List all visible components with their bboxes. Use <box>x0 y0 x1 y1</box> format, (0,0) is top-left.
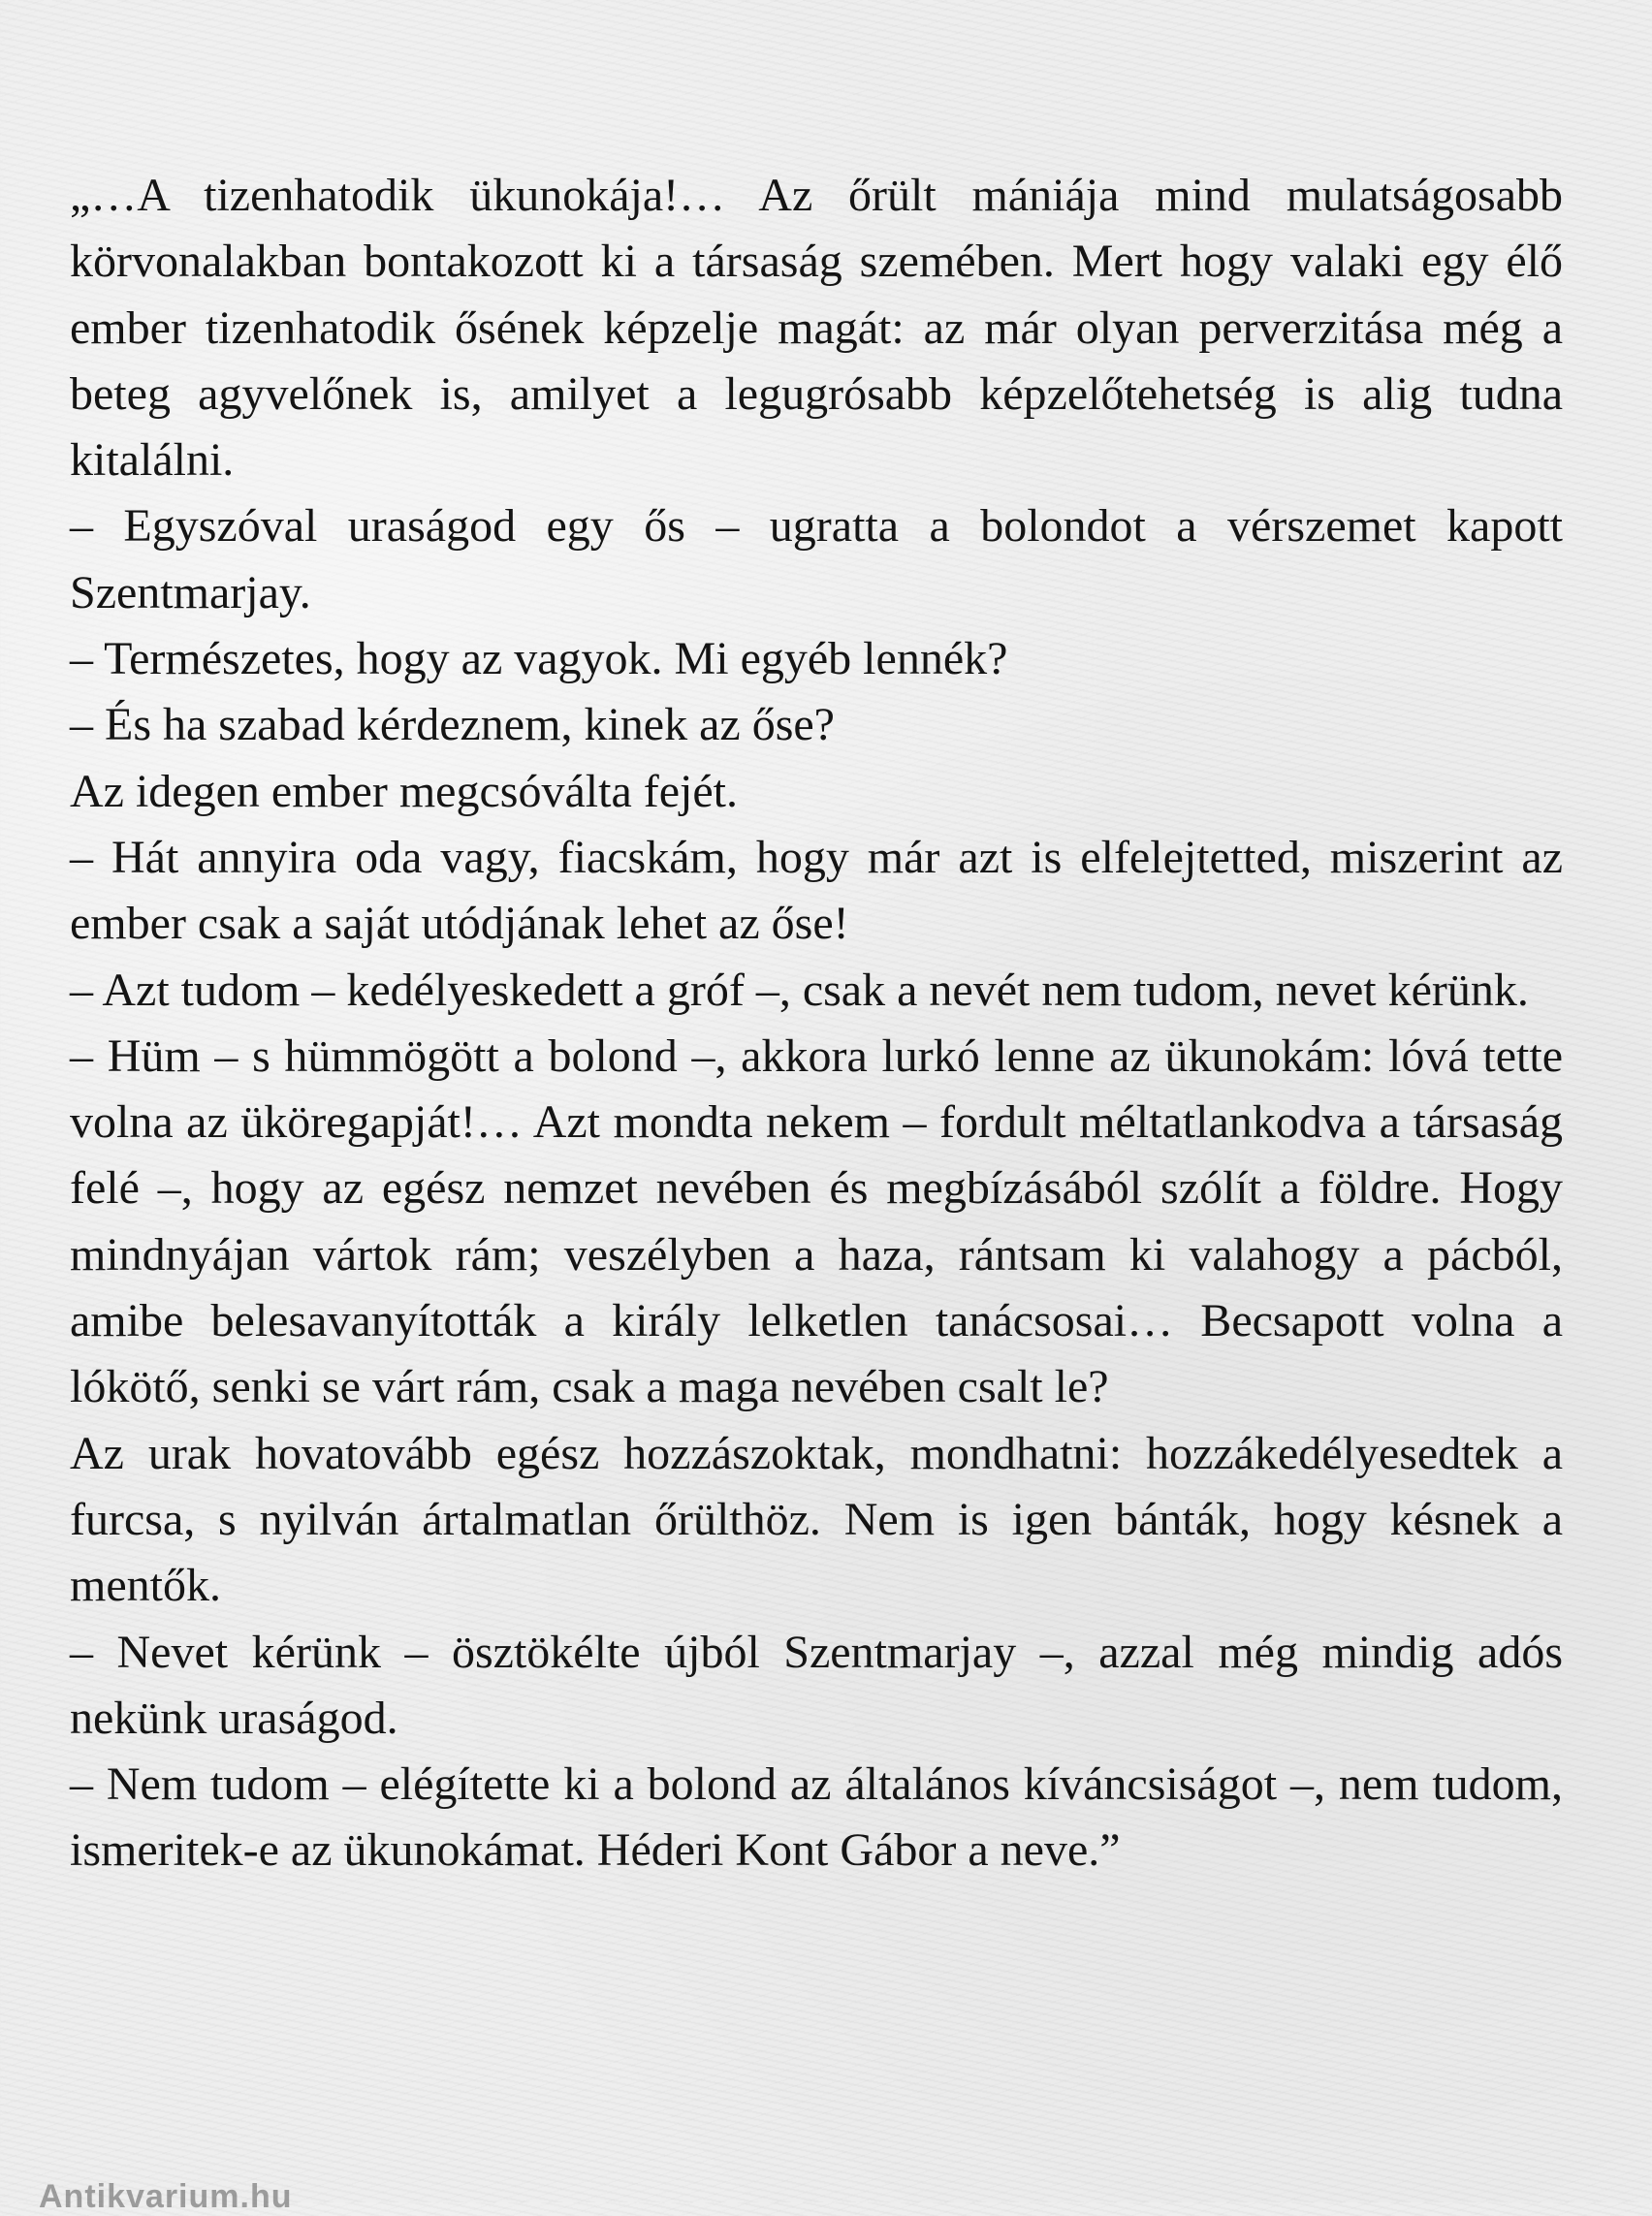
paragraph-dialogue-1: – Egyszóval uraságod egy ős – ugratta a bolondot a vérszemet kapott Szentmarjay. <box>70 500 1563 618</box>
paragraph-opening: „…A tizenhatodik ükunokája!… Az őrült mániája mind mulatságosabb körvonalakban bontakozott ki a társaság szemében. Mert hogy valaki egy élő ember tizenhatodik ősének képzelje magát: az már olyan perverzitása még a beteg agyvelőnek is, amilyet a legugrósabb képzelőtehetség is alig tudna kitalálni. <box>70 170 1563 487</box>
paragraph-narration-2: Az urak hovatovább egész hozzászoktak, mondhatni: hozzákedélyesedtek a furcsa, s nyilván ártalmatlan őrülthöz. Nem is igen bánták, hogy késnek a mentők. <box>70 1427 1563 1612</box>
paragraph-dialogue-4: – Hát annyira oda vagy, fiacskám, hogy már azt is elfelejtetted, miszerint az ember csak a saját utódjának lehet az őse! <box>70 831 1563 950</box>
paragraph-narration-1: Az idegen ember megcsóválta fejét. <box>70 765 739 817</box>
paragraph-dialogue-6: – Hüm – s hümmögött a bolond –, akkora lurkó lenne az ükunokám: lóvá tette volna az üköregapját!… Azt mondta nekem – fordult méltatlankodva a társaság felé –, hogy az egész nemzet nevében és megbízásából szólít a földre. Hogy mindnyájan vártok rám; veszélyben a haza, rántsam ki valahogy a pácból, amibe belesavanyították a király lelketlen tanácsosai… Becsapott volna a lókötő, senki se várt rám, csak a maga nevében csalt le? <box>70 1029 1563 1413</box>
paragraph-dialogue-2: – Természetes, hogy az vagyok. Mi egyéb lennék? <box>70 633 1008 685</box>
paragraph-dialogue-7: – Nevet kérünk – ösztökélte újból Szentmarjay –, azzal még mindig adós nekünk uraságod. <box>70 1626 1563 1744</box>
paragraph-dialogue-5: – Azt tudom – kedélyeskedett a gróf –, csak a nevét nem tudom, nevet kérünk. <box>70 964 1529 1016</box>
paragraph-closing: – Nem tudom – elégítette ki a bolond az általános kíváncsiságot –, nem tudom, ismeritek-e az ükunokámat. Héderi Kont Gábor a neve.” <box>70 1758 1563 1877</box>
paragraph-dialogue-3: – És ha szabad kérdeznem, kinek az őse? <box>70 699 835 751</box>
watermark: Antikvarium.hu <box>39 2178 293 2215</box>
